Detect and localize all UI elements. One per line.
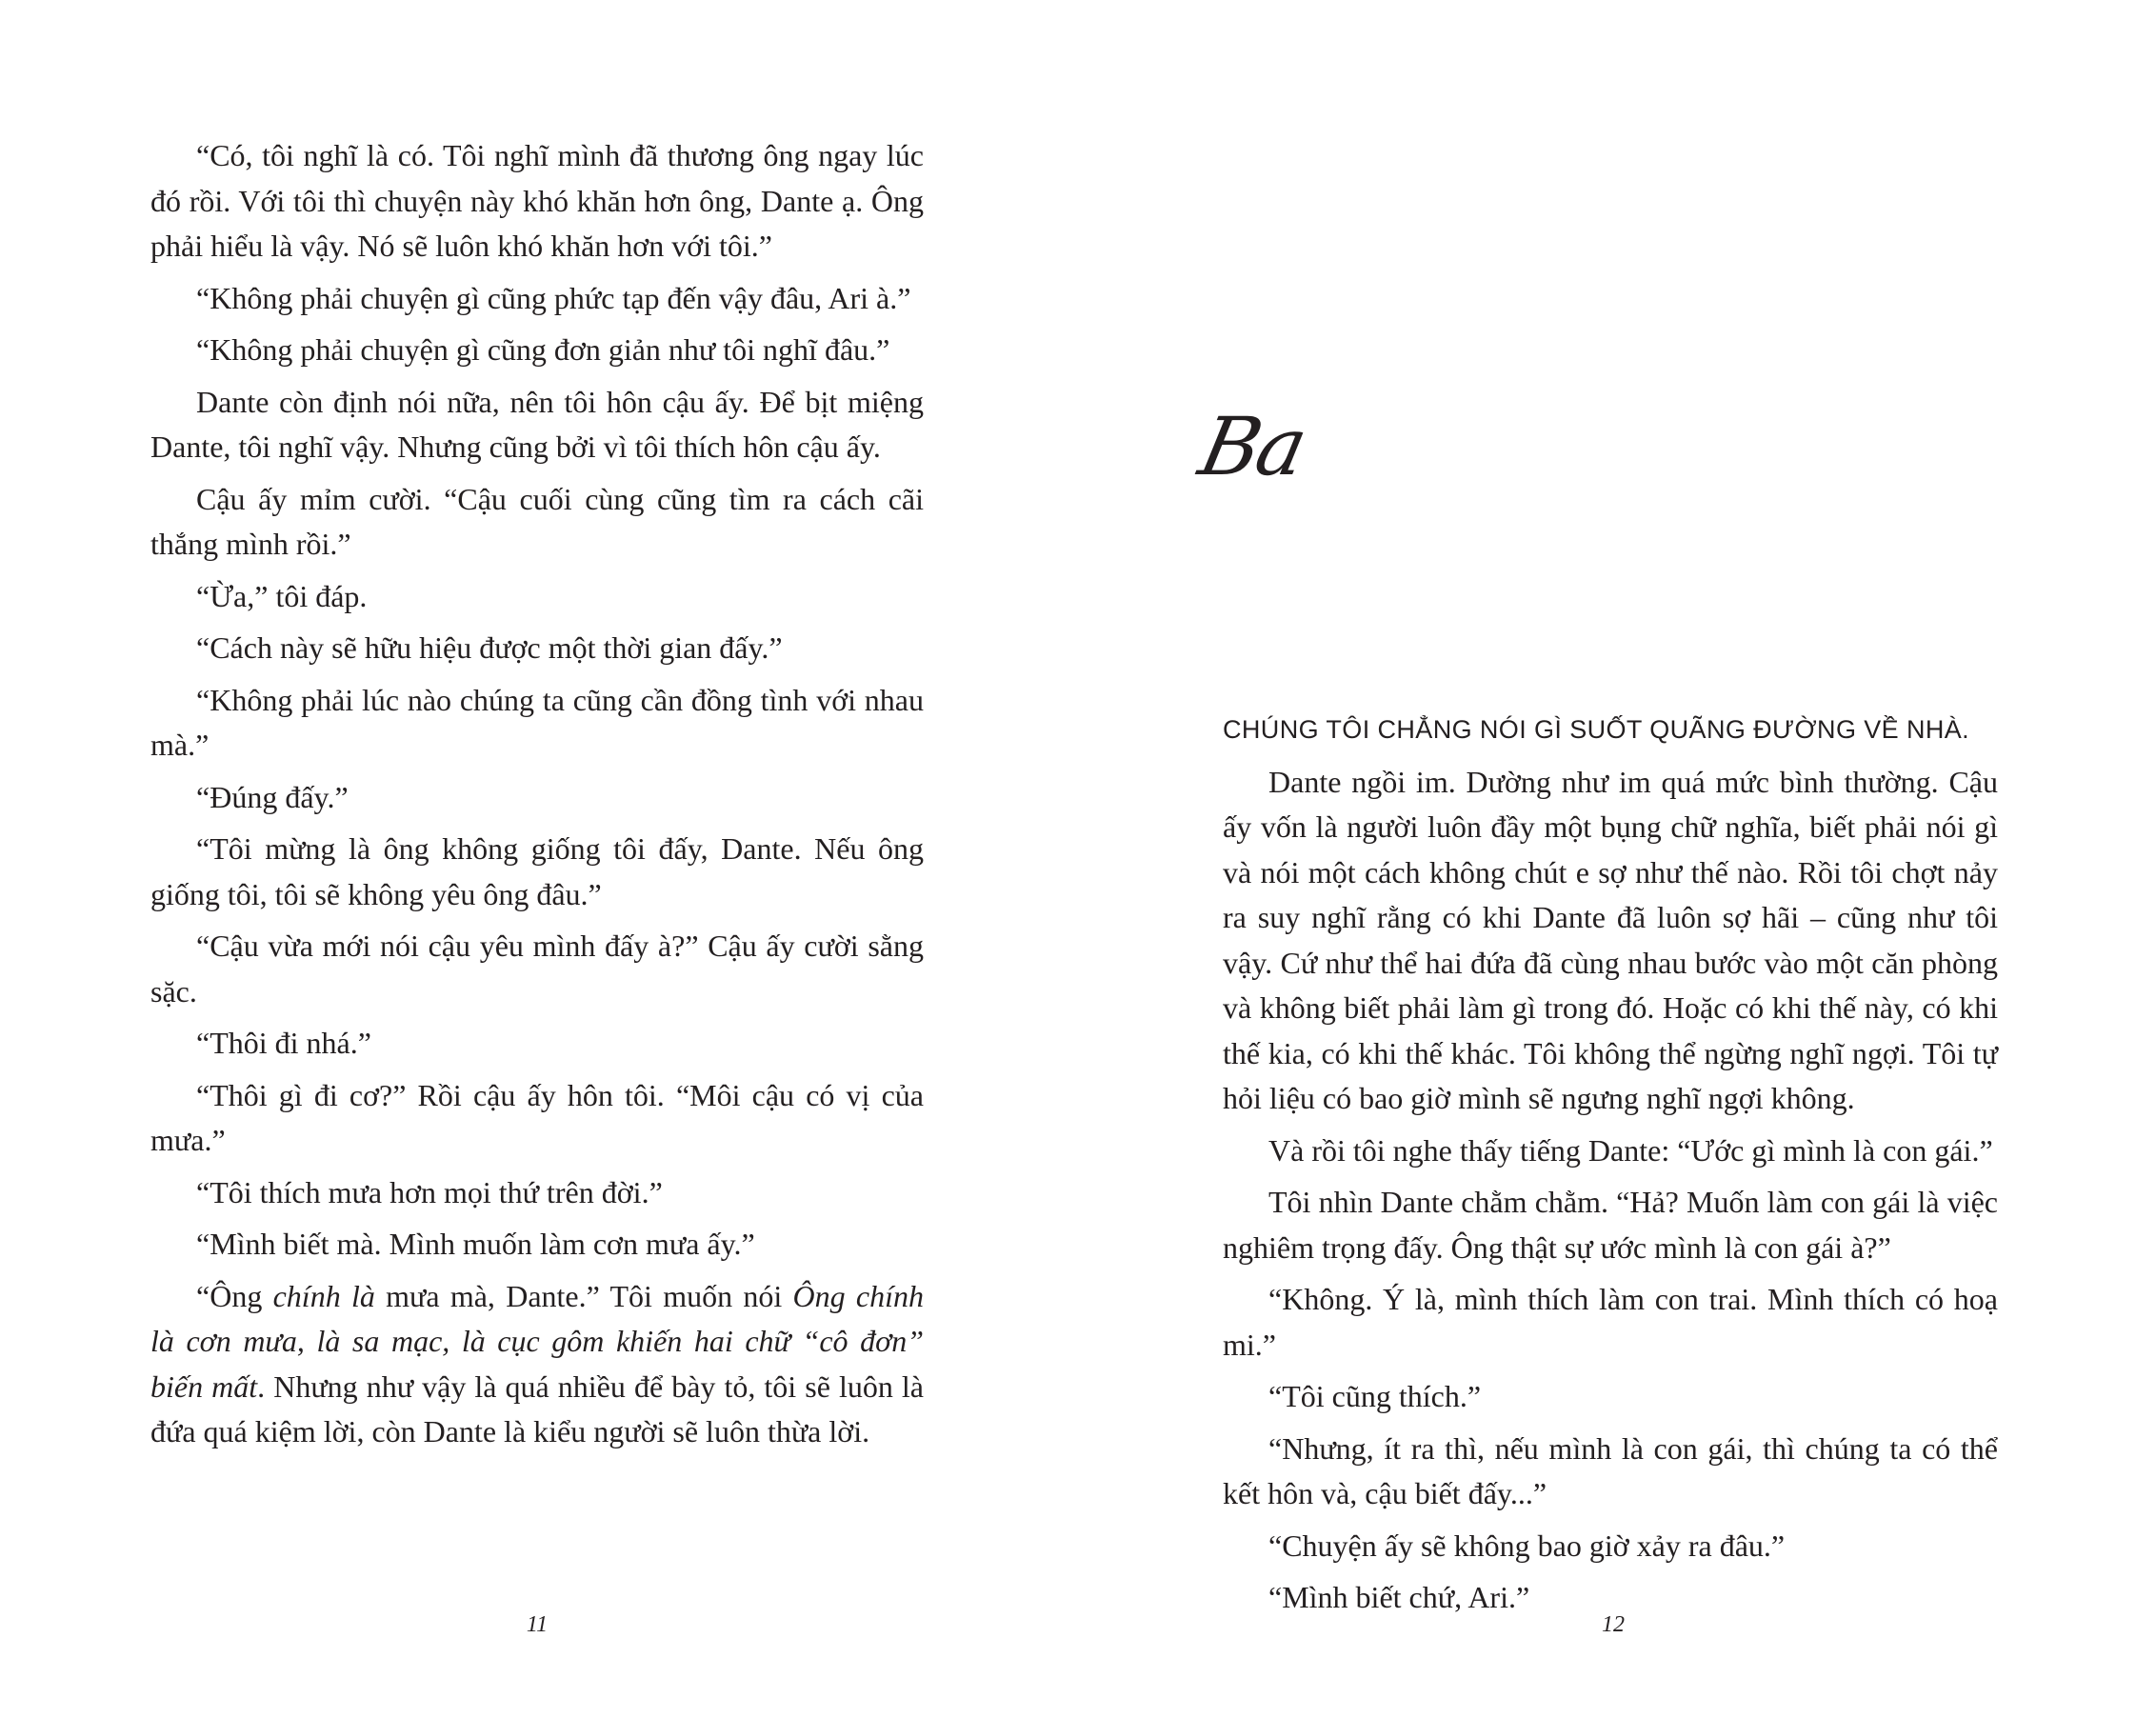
page-number: 11	[526, 1612, 549, 1637]
paragraph: “Thôi đi nhá.”	[196, 1026, 371, 1060]
paragraph: “Ừa,” tôi đáp.	[196, 578, 368, 613]
paragraph: “Không. Ý là, mình thích làm con trai. Mình thích có hoạ mi.”	[1223, 1282, 1998, 1362]
paragraph: “Nhưng, ít ra thì, nếu mình là con gái, thì chúng ta có thể kết hôn và, cậu biết đấy...”	[1223, 1430, 1998, 1510]
right-page-body	[1223, 708, 1998, 1628]
paragraph: Dante ngồi im. Dường như im quá mức bình thường. Cậu ấy vốn là người luôn đầy một bụng chữ nghĩa, biết phải nói gì và nói một cách không chút e sợ như thế nào. Rồi tôi chợt nảy ra suy nghĩ rằng có khi Dante đã luôn sợ hãi – cũng như tôi vậy. Cứ như thể hai đứa đã cùng nhau bước vào một căn phòng và không biết phải làm gì trong đó. Hoặc có khi thế này, có khi thế kia, có khi thế khác. Tôi không thể ngừng nghĩ ngợi. Tôi tự hỏi liệu có bao giờ mình sẽ ngưng nghĩ ngợi không.	[1223, 764, 1998, 1115]
text-run: . Nhưng như vậy là quá nhiều để bày tỏ, tôi sẽ luôn là đứa quá kiệm lời, còn Dante là kiểu người sẽ luôn thừa lời.	[150, 1368, 925, 1448]
right-page	[1078, 0, 2156, 1718]
paragraph: “Không phải chuyện gì cũng phức tạp đến vậy đâu, Ari à.”	[196, 280, 911, 315]
paragraph-last	[150, 1274, 924, 1455]
paragraph: “Đúng đấy.”	[196, 779, 349, 814]
italic-text: Ông chính là cơn mưa, là sa mạc, là cục gôm khiến hai chữ “cô đơn” biến mất	[150, 1278, 925, 1404]
page-number: 12	[1602, 1612, 1625, 1637]
paragraph: “Tôi thích mưa hơn mọi thứ trên đời.”	[196, 1174, 663, 1209]
paragraph: “Tôi cũng thích.”	[1268, 1379, 1482, 1413]
paragraph: “Không phải chuyện gì cũng đơn giản như tôi nghĩ đâu.”	[196, 332, 890, 367]
text-run: mưa mà, Dante.” Tôi muốn nói	[374, 1278, 793, 1313]
paragraph: Và rồi tôi nghe thấy tiếng Dante: “Ước gì mình là con gái.”	[1268, 1132, 1993, 1168]
paragraph: “Mình biết mà. Mình muốn làm cơn mưa ấy.”	[196, 1227, 755, 1261]
paragraph: Tôi nhìn Dante chằm chằm. “Hả? Muốn làm con gái là việc nghiêm trọng đấy. Ông thật sự ước mình là con gái à?”	[1223, 1185, 1998, 1265]
chapter-opening-line: CHÚNG TÔI CHẲNG NÓI GÌ SUỐT QUÃNG ĐƯỜNG VỀ NHÀ.	[1223, 715, 1970, 744]
paragraph: “Cậu vừa mới nói cậu yêu mình đấy à?” Cậu ấy cười sằng sặc.	[150, 929, 924, 1009]
text-run: “Ông	[196, 1278, 273, 1313]
paragraph: “Thôi gì đi cơ?” Rồi cậu ấy hôn tôi. “Môi cậu có vị của mưa.”	[150, 1077, 924, 1157]
paragraph: Cậu ấy mỉm cười. “Cậu cuối cùng cũng tìm ra cách cãi thắng mình rồi.”	[150, 481, 924, 561]
paragraph: “Có, tôi nghĩ là có. Tôi nghĩ mình đã thương ông ngay lúc đó rồi. Với tôi thì chuyện này khó khăn hơn ông, Dante ạ. Ông phải hiểu là vậy. Nó sẽ luôn khó khăn hơn với tôi.”	[150, 138, 924, 263]
paragraph: “Mình biết chứ, Ari.”	[1268, 1580, 1530, 1614]
paragraph: “Không phải lúc nào chúng ta cũng cần đồng tình với nhau mà.”	[150, 682, 924, 762]
paragraph: “Tôi mừng là ông không giống tôi đấy, Dante. Nếu ông giống tôi, tôi sẽ không yêu ông đâu.”	[150, 831, 924, 911]
paragraph: “Cách này sẽ hữu hiệu được một thời gian đấy.”	[196, 630, 783, 665]
chapter-title: Ba	[1191, 400, 1313, 493]
paragraph: Dante còn định nói nữa, nên tôi hôn cậu ấy. Để bịt miệng Dante, tôi nghĩ vậy. Nhưng cũng bởi vì tôi thích hôn cậu ấy.	[150, 384, 924, 464]
italic-text: chính là	[272, 1278, 375, 1313]
paragraph: “Chuyện ấy sẽ không bao giờ xảy ra đâu.”	[1268, 1528, 1786, 1563]
left-page-body	[150, 133, 924, 1462]
